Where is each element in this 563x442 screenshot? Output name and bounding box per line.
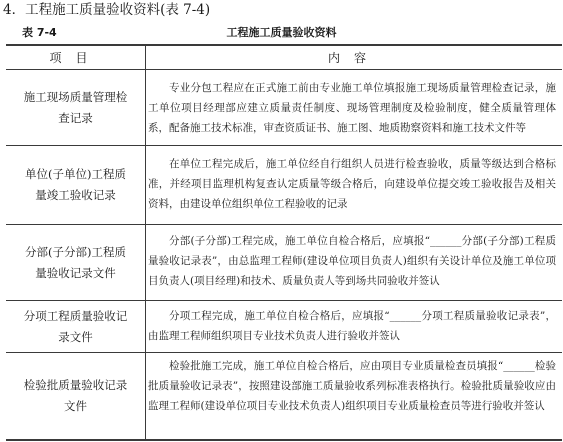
- row-item-cell: [6, 146, 145, 224]
- row-content-cell: [148, 231, 556, 291]
- section-heading: 4．工程施工质量验收资料(表 7-4): [3, 2, 211, 18]
- row-content-text: 专业分包工程应在正式施工前由专业施工单位填报施工现场质量管理检查记录，施工单位项目经理部应建立质量责任制度、现场管理制度及检验制度，健全质量管理体系，配备施工技术标准，审查资质证书、施工图、地质勘察资料和施工技术文件等: [148, 82, 556, 134]
- table-top-rule: [6, 44, 562, 46]
- row-content-text: 在单位工程完成后，施工单位经自行组织人员进行检查验收，质量等级达到合格标准，并经项目监理机构复查认定质量等级合格后，向建设单位提交竣工验收报告及相关资料，由建设单位组织单位工程验收的记录: [148, 158, 556, 210]
- row-item-label: 施工现场质量管理检查记录: [23, 89, 128, 125]
- row-item-cell: [6, 225, 145, 300]
- row-item-label: 分部(子分部)工程质量验收记录文件: [25, 244, 126, 280]
- row-content-text: 分部(子分部)工程完成，施工单位自检合格后，应填报“______分部(子分部)工程质量验收记录表”，由总监理工程师(建设单位项目负责人)组织有关设计单位及施工单位项目负责人(项目经理)和技术、质量负责人等到场共同验收并签认: [148, 235, 556, 287]
- column-divider: [145, 46, 146, 440]
- row-item-label: 单位(子单位)工程质量竣工验收记录: [25, 167, 126, 202]
- column-header-content: 内容: [327, 51, 380, 65]
- row-content-cell: [148, 78, 556, 138]
- row-item-cell: [6, 353, 145, 439]
- row-item-cell: [6, 70, 145, 145]
- row-content-text: 分项工程完成，施工单位自检合格后，应填报“______分项工程质量验收记录表”，由监理工程师组织项目专业技术负责人进行验收并签认: [148, 310, 556, 342]
- row-item-label: 分项工程质量验收记录文件: [23, 308, 128, 344]
- table-title: 工程施工质量验收资料: [226, 26, 337, 39]
- row-item-cell: [6, 301, 145, 352]
- row-content-cell: [148, 154, 556, 214]
- row-content-cell: [148, 306, 556, 346]
- table-bottom-rule: [6, 439, 562, 441]
- row-item-label: 检验批质量验收记录文件: [23, 378, 128, 413]
- column-header-item: 项目: [49, 51, 102, 65]
- row-content-cell: [148, 356, 556, 416]
- row-content-text: 检验批施工完成，施工单位自检合格后，应由项目专业质量检查员填报“______检验批质量验收记录表”，按照建设部施工质量验收系列标准表格执行。检验批质量验收应由监理工程师(建设单位项目专业技术负责人)组织项目专业质量检查员等进行验收并签认: [148, 360, 556, 412]
- table-number: 表 7-4: [22, 26, 57, 39]
